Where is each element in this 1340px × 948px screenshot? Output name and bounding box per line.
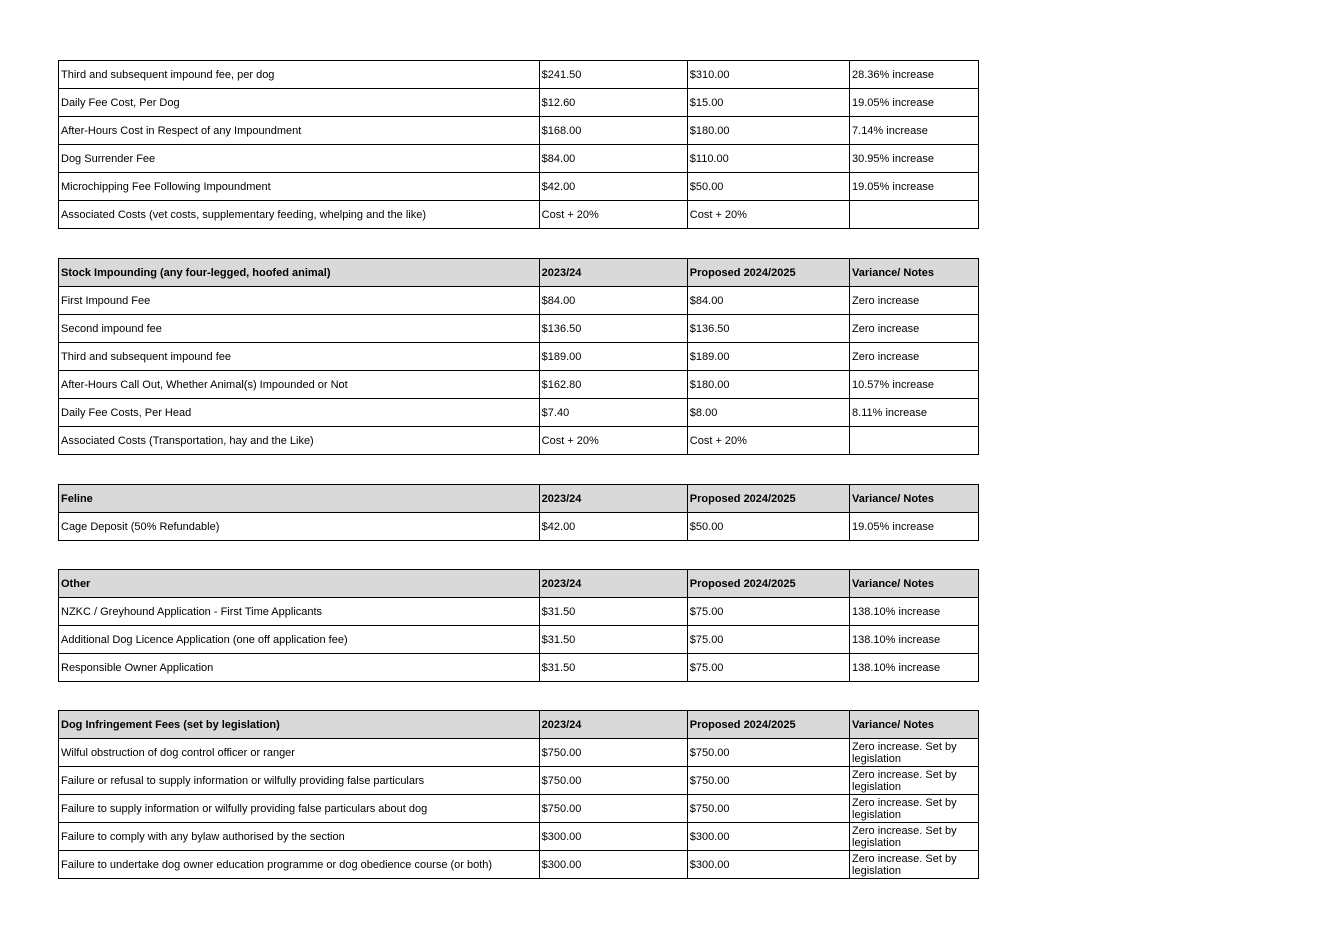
- table-row: [59, 795, 979, 823]
- fee-notes: Zero increase. Set by legislation: [850, 851, 979, 879]
- table-row: [59, 823, 979, 851]
- stock-impounding-table: [58, 258, 979, 455]
- column-header-proposed: Proposed 2024/2025: [687, 570, 849, 598]
- fee-notes: Zero increase. Set by legislation: [850, 823, 979, 851]
- table-header-row: [59, 259, 979, 287]
- fee-notes: 8.11% increase: [850, 399, 979, 427]
- fee-proposed: $136.50: [687, 315, 849, 343]
- fee-current: $42.00: [539, 513, 687, 541]
- fee-proposed: $180.00: [687, 117, 849, 145]
- table-row: [59, 117, 979, 145]
- fee-item: After-Hours Call Out, Whether Animal(s) Impounded or Not: [59, 371, 540, 399]
- column-header-notes: Variance/ Notes: [850, 570, 979, 598]
- fee-proposed: $750.00: [687, 795, 849, 823]
- fee-notes: 30.95% increase: [850, 145, 979, 173]
- fee-current: $31.50: [539, 626, 687, 654]
- fee-proposed: $50.00: [687, 173, 849, 201]
- fee-proposed: $75.00: [687, 626, 849, 654]
- fee-notes: 7.14% increase: [850, 117, 979, 145]
- column-header-notes: Variance/ Notes: [850, 485, 979, 513]
- fee-current: $750.00: [539, 795, 687, 823]
- fee-item: Failure to supply information or wilfully providing false particulars about dog: [59, 795, 540, 823]
- fee-notes: 19.05% increase: [850, 173, 979, 201]
- fee-proposed: $750.00: [687, 739, 849, 767]
- table-header-row: [59, 570, 979, 598]
- fee-notes: [850, 427, 979, 455]
- table-row: [59, 145, 979, 173]
- column-header-proposed: Proposed 2024/2025: [687, 711, 849, 739]
- fee-notes: 138.10% increase: [850, 626, 979, 654]
- fee-current: $84.00: [539, 287, 687, 315]
- fee-current: Cost + 20%: [539, 427, 687, 455]
- fee-proposed: $75.00: [687, 654, 849, 682]
- table-row: [59, 89, 979, 117]
- fee-proposed: $110.00: [687, 145, 849, 173]
- fee-proposed: $75.00: [687, 598, 849, 626]
- table-row: [59, 371, 979, 399]
- fee-current: $136.50: [539, 315, 687, 343]
- fee-item: NZKC / Greyhound Application - First Time Applicants: [59, 598, 540, 626]
- table-row: [59, 626, 979, 654]
- fee-current: $750.00: [539, 739, 687, 767]
- column-header-current: 2023/24: [539, 259, 687, 287]
- table-row: [59, 654, 979, 682]
- column-header-proposed: Proposed 2024/2025: [687, 259, 849, 287]
- fee-proposed: Cost + 20%: [687, 427, 849, 455]
- fee-current: Cost + 20%: [539, 201, 687, 229]
- fee-notes: 28.36% increase: [850, 61, 979, 89]
- table-row: [59, 598, 979, 626]
- fee-current: $31.50: [539, 654, 687, 682]
- fee-item: Failure or refusal to supply information or wilfully providing false particulars: [59, 767, 540, 795]
- fee-current: $750.00: [539, 767, 687, 795]
- column-header-notes: Variance/ Notes: [850, 259, 979, 287]
- column-header-proposed: Proposed 2024/2025: [687, 485, 849, 513]
- table-row: [59, 315, 979, 343]
- fee-current: $300.00: [539, 851, 687, 879]
- fee-notes: 138.10% increase: [850, 654, 979, 682]
- fee-notes: 138.10% increase: [850, 598, 979, 626]
- fee-current: $42.00: [539, 173, 687, 201]
- fee-item: After-Hours Cost in Respect of any Impoundment: [59, 117, 540, 145]
- table-row: [59, 427, 979, 455]
- fee-current: $31.50: [539, 598, 687, 626]
- fee-item: Associated Costs (Transportation, hay and the Like): [59, 427, 540, 455]
- fee-proposed: $310.00: [687, 61, 849, 89]
- fee-proposed: $15.00: [687, 89, 849, 117]
- column-header-current: 2023/24: [539, 711, 687, 739]
- feline-table: [58, 484, 979, 541]
- fee-current: $300.00: [539, 823, 687, 851]
- fee-proposed: Cost + 20%: [687, 201, 849, 229]
- table-row: [59, 767, 979, 795]
- fee-proposed: $50.00: [687, 513, 849, 541]
- fee-notes: Zero increase. Set by legislation: [850, 739, 979, 767]
- fee-item: Third and subsequent impound fee: [59, 343, 540, 371]
- fee-proposed: $300.00: [687, 851, 849, 879]
- table-row: [59, 61, 979, 89]
- table-row: [59, 173, 979, 201]
- fee-notes: [850, 201, 979, 229]
- dog-infringement-table: [58, 710, 979, 879]
- table-row: [59, 513, 979, 541]
- column-header-notes: Variance/ Notes: [850, 711, 979, 739]
- fee-item: Daily Fee Cost, Per Dog: [59, 89, 540, 117]
- fee-proposed: $750.00: [687, 767, 849, 795]
- table-row: [59, 201, 979, 229]
- fee-item: First Impound Fee: [59, 287, 540, 315]
- section-title: Stock Impounding (any four-legged, hoofed animal): [59, 259, 540, 287]
- fee-notes: Zero increase. Set by legislation: [850, 795, 979, 823]
- fee-current: $189.00: [539, 343, 687, 371]
- fee-item: Wilful obstruction of dog control officer or ranger: [59, 739, 540, 767]
- fee-notes: Zero increase: [850, 287, 979, 315]
- table-header-row: [59, 485, 979, 513]
- fee-notes: Zero increase: [850, 343, 979, 371]
- fee-current: $12.60: [539, 89, 687, 117]
- fee-item: Failure to undertake dog owner education programme or dog obedience course (or both): [59, 851, 540, 879]
- fee-notes: 19.05% increase: [850, 89, 979, 117]
- other-fees-table: [58, 569, 979, 682]
- column-header-current: 2023/24: [539, 570, 687, 598]
- fee-item: Associated Costs (vet costs, supplementary feeding, whelping and the like): [59, 201, 540, 229]
- section-title: Feline: [59, 485, 540, 513]
- table-row: [59, 287, 979, 315]
- fee-current: $162.80: [539, 371, 687, 399]
- fee-current: $241.50: [539, 61, 687, 89]
- fee-proposed: $300.00: [687, 823, 849, 851]
- fee-proposed: $84.00: [687, 287, 849, 315]
- fee-current: $7.40: [539, 399, 687, 427]
- column-header-current: 2023/24: [539, 485, 687, 513]
- section-title: Other: [59, 570, 540, 598]
- fee-item: Failure to comply with any bylaw authorised by the section: [59, 823, 540, 851]
- fee-item: Cage Deposit (50% Refundable): [59, 513, 540, 541]
- fee-proposed: $189.00: [687, 343, 849, 371]
- fee-item: Second impound fee: [59, 315, 540, 343]
- fee-item: Dog Surrender Fee: [59, 145, 540, 173]
- table-row: [59, 851, 979, 879]
- section-title: Dog Infringement Fees (set by legislation): [59, 711, 540, 739]
- fee-item: Daily Fee Costs, Per Head: [59, 399, 540, 427]
- fee-item: Third and subsequent impound fee, per dog: [59, 61, 540, 89]
- fee-proposed: $8.00: [687, 399, 849, 427]
- fee-notes: 10.57% increase: [850, 371, 979, 399]
- fee-notes: Zero increase. Set by legislation: [850, 767, 979, 795]
- table-row: [59, 399, 979, 427]
- fee-notes: 19.05% increase: [850, 513, 979, 541]
- fee-item: Additional Dog Licence Application (one off application fee): [59, 626, 540, 654]
- fee-current: $168.00: [539, 117, 687, 145]
- fee-current: $84.00: [539, 145, 687, 173]
- fee-notes: Zero increase: [850, 315, 979, 343]
- fee-item: Responsible Owner Application: [59, 654, 540, 682]
- table-row: [59, 343, 979, 371]
- table-header-row: [59, 711, 979, 739]
- dog-fees-table: [58, 60, 979, 229]
- table-row: [59, 739, 979, 767]
- fee-item: Microchipping Fee Following Impoundment: [59, 173, 540, 201]
- fee-proposed: $180.00: [687, 371, 849, 399]
